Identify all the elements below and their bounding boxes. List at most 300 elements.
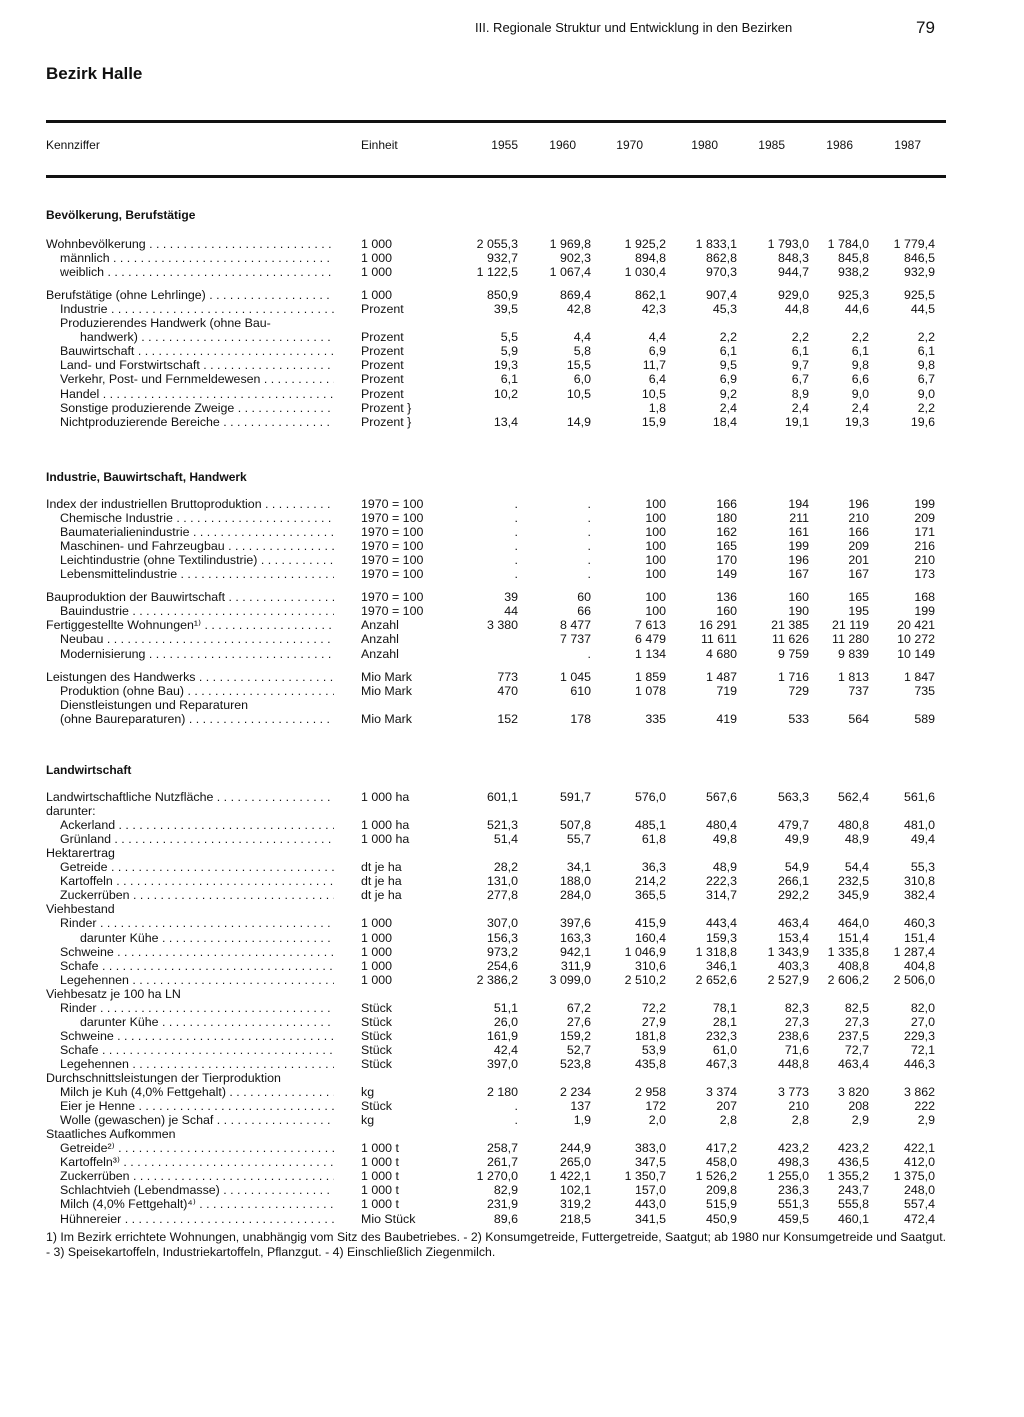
table-row xyxy=(0,647,1024,661)
cell-value: 610 xyxy=(570,683,591,698)
row-unit: 1970 = 100 xyxy=(361,604,424,619)
cell-value: 66 xyxy=(577,604,591,619)
cell-value: 209 xyxy=(848,539,869,554)
table-row xyxy=(0,818,1024,832)
row-label: Rinder . . . xyxy=(60,916,334,930)
row-label: Wohnbevölkerung . . . xyxy=(46,237,334,251)
cell-value: 869,4 xyxy=(559,288,591,303)
cell-value: 6,4 xyxy=(648,372,666,387)
cell-value: 894,8 xyxy=(634,251,666,266)
cell-value: 8 477 xyxy=(559,618,591,633)
cell-value: 2,2 xyxy=(851,330,869,345)
table-row xyxy=(0,1085,1024,1099)
cell-value: 44,6 xyxy=(844,302,869,317)
row-label: (ohne Baureparaturen) . . . xyxy=(60,712,334,726)
column-year: 1985 xyxy=(758,138,785,152)
cell-value: 15,5 xyxy=(566,358,591,373)
cell-value: 201 xyxy=(848,553,869,568)
cell-value: 27,9 xyxy=(641,1014,666,1029)
cell-value: 1 067,4 xyxy=(549,265,591,280)
column-year: 1986 xyxy=(826,138,853,152)
table-row xyxy=(0,632,1024,646)
running-header: III. Regionale Struktur und Entwicklung in den Bezirken xyxy=(475,20,793,35)
row-unit: Stück xyxy=(361,1042,392,1057)
table-row xyxy=(0,931,1024,945)
row-label: Lebensmittelindustrie . . . xyxy=(60,567,334,581)
cell-value: 210 xyxy=(848,511,869,526)
cell-value: 1 859 xyxy=(634,669,666,684)
cell-value: 89,6 xyxy=(493,1211,518,1226)
cell-value: 589 xyxy=(914,711,935,726)
cell-value: 1 833,1 xyxy=(695,237,737,251)
cell-value: 341,5 xyxy=(634,1211,666,1226)
column-unit: Einheit xyxy=(361,138,398,152)
table-row xyxy=(0,251,1024,265)
cell-value: 9,5 xyxy=(719,358,737,373)
cell-value: 131,0 xyxy=(486,874,518,889)
table-row xyxy=(0,860,1024,874)
cell-value: 51,1 xyxy=(493,1000,518,1015)
cell-value: 100 xyxy=(645,604,666,619)
cell-value: 737 xyxy=(848,683,869,698)
row-unit: 1 000 xyxy=(361,972,393,987)
cell-value: 82,3 xyxy=(784,1000,809,1015)
top-rule xyxy=(46,120,946,123)
cell-value: 1 925,2 xyxy=(624,237,666,251)
cell-value: 160 xyxy=(788,590,809,605)
row-label: Durchschnittsleistungen der Tierproduktion xyxy=(46,1071,281,1085)
table-row xyxy=(0,1001,1024,1015)
cell-value: 1 779,4 xyxy=(893,237,935,251)
cell-value: 423,2 xyxy=(837,1141,869,1156)
cell-value: 210 xyxy=(788,1099,809,1114)
cell-value: 36,3 xyxy=(641,860,666,875)
cell-value: 1 255,0 xyxy=(767,1169,809,1184)
row-label: Produzierendes Handwerk (ohne Bau- xyxy=(60,316,271,331)
table-row xyxy=(0,670,1024,684)
table-row xyxy=(0,888,1024,902)
cell-value: 82,9 xyxy=(493,1183,518,1198)
row-label: Zuckerrüben . . . xyxy=(60,888,334,902)
cell-value: 199 xyxy=(914,604,935,619)
cell-value: 6,1 xyxy=(791,344,809,359)
row-unit: Prozent xyxy=(361,372,404,387)
cell-value: 448,8 xyxy=(777,1056,809,1071)
cell-value: 735 xyxy=(914,683,935,698)
cell-value: 6,1 xyxy=(500,372,518,387)
cell-value: 7 737 xyxy=(559,632,591,647)
cell-value: 188,0 xyxy=(559,874,591,889)
cell-value: 6,6 xyxy=(851,372,869,387)
cell-value: 11 626 xyxy=(772,632,809,647)
row-unit: 1 000 t xyxy=(361,1169,399,1184)
row-label: Schlachtvieh (Lebendmasse) . . . xyxy=(60,1183,334,1197)
column-year: 1987 xyxy=(894,138,921,152)
row-label: Verkehr, Post- und Fernmeldewesen . . . xyxy=(60,372,334,386)
column-year: 1980 xyxy=(691,138,718,152)
table-row xyxy=(0,590,1024,604)
row-label: Hühnereier . . . xyxy=(60,1212,334,1226)
cell-value: 170 xyxy=(716,553,737,568)
cell-value: 19,1 xyxy=(784,414,809,429)
cell-value: 417,2 xyxy=(705,1141,737,1156)
cell-value: 551,3 xyxy=(777,1197,809,1212)
cell-value: 6 479 xyxy=(634,632,666,647)
cell-value: 27,6 xyxy=(566,1014,591,1029)
row-label: Land- und Forstwirtschaft . . . xyxy=(60,358,334,372)
cell-value: 160,4 xyxy=(634,930,666,945)
row-label: Sonstige produzierende Zweige . . . xyxy=(60,401,334,415)
cell-value: 171 xyxy=(914,525,935,540)
table-row xyxy=(0,302,1024,316)
cell-value: 8,9 xyxy=(791,386,809,401)
cell-value: 1 487 xyxy=(705,669,737,684)
cell-value: 567,6 xyxy=(705,790,737,804)
row-label: Fertiggestellte Wohnungen¹⁾ . . . xyxy=(46,618,334,632)
cell-value: 48,9 xyxy=(844,832,869,847)
row-label: Bauwirtschaft . . . xyxy=(60,344,334,358)
cell-value: 6,0 xyxy=(573,372,591,387)
cell-value: 1 526,2 xyxy=(695,1169,737,1184)
cell-value: 9,7 xyxy=(791,358,809,373)
cell-value: 161 xyxy=(788,525,809,540)
cell-value: 61,8 xyxy=(641,832,666,847)
cell-value: 27,0 xyxy=(910,1014,935,1029)
cell-value: 515,9 xyxy=(705,1197,737,1212)
row-unit: 1 000 xyxy=(361,944,393,959)
cell-value: 932,9 xyxy=(903,265,935,280)
cell-value: 463,4 xyxy=(837,1056,869,1071)
row-label: Kartoffeln³⁾ . . . xyxy=(60,1155,334,1169)
cell-value: 232,3 xyxy=(705,1028,737,1043)
cell-value: 2,4 xyxy=(791,400,809,415)
row-label: Schafe . . . xyxy=(60,959,334,973)
cell-value: 412,0 xyxy=(903,1155,935,1170)
row-unit: 1970 = 100 xyxy=(361,553,424,568)
cell-value: 480,4 xyxy=(705,818,737,833)
header-rule xyxy=(46,175,946,178)
cell-value: 436,5 xyxy=(837,1155,869,1170)
cell-value: 1,9 xyxy=(573,1113,591,1128)
row-unit: Prozent xyxy=(361,386,404,401)
cell-value: 149 xyxy=(716,567,737,582)
cell-value: 719 xyxy=(716,683,737,698)
table-row xyxy=(0,358,1024,372)
table-row xyxy=(0,1071,1024,1085)
table-row xyxy=(0,1099,1024,1113)
row-unit: 1 000 xyxy=(361,251,393,266)
cell-value: 845,8 xyxy=(837,251,869,266)
cell-value: 100 xyxy=(645,539,666,554)
cell-value: 555,8 xyxy=(837,1197,869,1212)
cell-value: 470 xyxy=(497,683,518,698)
row-label: Leichtindustrie (ohne Textilindustrie) . . . xyxy=(60,553,334,567)
row-unit: 1 000 xyxy=(361,916,393,931)
row-label: Index der industriellen Bruttoproduktion . . . xyxy=(46,497,334,511)
cell-value: 5,5 xyxy=(500,330,518,345)
cell-value: 365,5 xyxy=(634,888,666,903)
table-row xyxy=(0,372,1024,386)
cell-value: 938,2 xyxy=(837,265,869,280)
table-row xyxy=(0,525,1024,539)
row-unit: Stück xyxy=(361,1099,392,1114)
cell-value: 10 272 xyxy=(897,632,935,647)
cell-value: 162 xyxy=(716,525,737,540)
row-label: Zuckerrüben . . . xyxy=(60,1169,334,1183)
cell-value: 1 793,0 xyxy=(767,237,809,251)
cell-value: 11 280 xyxy=(832,632,869,647)
cell-value: . xyxy=(514,1113,518,1128)
cell-value: 1 343,9 xyxy=(767,944,809,959)
cell-value: 1 046,9 xyxy=(624,944,666,959)
cell-value: 907,4 xyxy=(705,288,737,303)
cell-value: 9,8 xyxy=(917,358,935,373)
cell-value: 4,4 xyxy=(648,330,666,345)
row-unit: Anzahl xyxy=(361,646,399,661)
cell-value: 2 506,0 xyxy=(893,972,935,987)
cell-value: 20 421 xyxy=(897,618,935,633)
cell-value: 160 xyxy=(716,604,737,619)
table-row xyxy=(0,1015,1024,1029)
cell-value: 6,7 xyxy=(917,372,935,387)
row-label: weiblich . . . xyxy=(60,265,334,279)
cell-value: 9,8 xyxy=(851,358,869,373)
cell-value: 1 030,4 xyxy=(624,265,666,280)
cell-value: 229,3 xyxy=(903,1028,935,1043)
cell-value: 72,7 xyxy=(844,1042,869,1057)
cell-value: . xyxy=(514,1099,518,1114)
row-unit: kg xyxy=(361,1113,375,1128)
cell-value: 2,4 xyxy=(851,400,869,415)
cell-value: 2 606,2 xyxy=(827,972,869,987)
cell-value: 1 045 xyxy=(559,669,591,684)
section-heading: Bevölkerung, Berufstätige xyxy=(46,208,196,222)
cell-value: 71,6 xyxy=(784,1042,809,1057)
cell-value: 1,8 xyxy=(648,400,666,415)
cell-value: 481,0 xyxy=(903,818,935,833)
cell-value: 222,3 xyxy=(705,874,737,889)
cell-value: 11,7 xyxy=(642,358,666,373)
cell-value: 1 422,1 xyxy=(549,1169,591,1184)
row-label: Ackerland . . . xyxy=(60,818,334,832)
cell-value: 237,5 xyxy=(837,1028,869,1043)
table-row xyxy=(0,539,1024,553)
cell-value: 9 759 xyxy=(777,646,809,661)
cell-value: 45,3 xyxy=(712,302,737,317)
cell-value: 467,3 xyxy=(705,1056,737,1071)
row-unit: 1 000 xyxy=(361,930,393,945)
cell-value: 561,6 xyxy=(903,790,935,804)
table-row xyxy=(0,288,1024,302)
row-unit: Mio Mark xyxy=(361,669,412,684)
cell-value: 196 xyxy=(848,497,869,511)
cell-value: 207 xyxy=(716,1099,737,1114)
cell-value: 9 839 xyxy=(837,646,869,661)
row-label: Legehennen . . . xyxy=(60,973,334,987)
table-row xyxy=(0,684,1024,698)
cell-value: 3 862 xyxy=(903,1085,935,1100)
table-row xyxy=(0,1183,1024,1197)
row-unit: Stück xyxy=(361,1000,392,1015)
cell-value: 563,3 xyxy=(777,790,809,804)
row-label: Leistungen des Handwerks . . . xyxy=(46,670,334,684)
cell-value: 222 xyxy=(914,1099,935,1114)
cell-value: 507,8 xyxy=(559,818,591,833)
cell-value: 6,1 xyxy=(851,344,869,359)
cell-value: 165 xyxy=(848,590,869,605)
cell-value: 100 xyxy=(645,553,666,568)
cell-value: 214,2 xyxy=(634,874,666,889)
row-unit: kg xyxy=(361,1085,375,1100)
cell-value: 163,3 xyxy=(559,930,591,945)
cell-value: 564 xyxy=(848,711,869,726)
table-row xyxy=(0,553,1024,567)
cell-value: 178 xyxy=(570,711,591,726)
cell-value: 6,7 xyxy=(791,372,809,387)
cell-value: 925,5 xyxy=(903,288,935,303)
table-row xyxy=(0,401,1024,415)
cell-value: 48,9 xyxy=(712,860,737,875)
cell-value: 1 122,5 xyxy=(476,265,518,280)
cell-value: 61,0 xyxy=(712,1042,737,1057)
cell-value: 450,9 xyxy=(705,1211,737,1226)
cell-value: 2,9 xyxy=(851,1113,869,1128)
cell-value: . xyxy=(514,553,518,568)
cell-value: 942,1 xyxy=(559,944,591,959)
row-label: Rinder . . . xyxy=(60,1001,334,1015)
cell-value: . xyxy=(587,567,591,582)
cell-value: 307,0 xyxy=(486,916,518,931)
page-title: Bezirk Halle xyxy=(46,64,143,83)
cell-value: 102,1 xyxy=(559,1183,591,1198)
cell-value: 100 xyxy=(645,590,666,605)
cell-value: 216 xyxy=(914,539,935,554)
cell-value: 5,9 xyxy=(500,344,518,359)
table-row xyxy=(0,1141,1024,1155)
cell-value: 9,2 xyxy=(719,386,737,401)
cell-value: 137 xyxy=(570,1099,591,1114)
cell-value: 39,5 xyxy=(493,302,518,317)
row-unit: 1 000 t xyxy=(361,1197,399,1212)
table-row xyxy=(0,846,1024,860)
cell-value: 51,4 xyxy=(493,832,518,847)
cell-value: 460,1 xyxy=(837,1211,869,1226)
row-label: darunter Kühe . . . xyxy=(80,931,334,945)
table-row xyxy=(0,387,1024,401)
row-unit: Stück xyxy=(361,1028,392,1043)
cell-value: 153,4 xyxy=(777,930,809,945)
cell-value: 3 374 xyxy=(705,1085,737,1100)
cell-value: 11 611 xyxy=(700,632,737,647)
cell-value: 533 xyxy=(788,711,809,726)
table-row xyxy=(0,973,1024,987)
cell-value: 210 xyxy=(914,553,935,568)
cell-value: 2,2 xyxy=(917,330,935,345)
column-label: Kennziffer xyxy=(46,138,100,152)
cell-value: 408,8 xyxy=(837,958,869,973)
row-unit: 1970 = 100 xyxy=(361,525,424,540)
cell-value: 460,3 xyxy=(903,916,935,931)
cell-value: 232,5 xyxy=(837,874,869,889)
cell-value: 773 xyxy=(497,669,518,684)
cell-value: 446,3 xyxy=(903,1056,935,1071)
cell-value: 314,7 xyxy=(705,888,737,903)
cell-value: 3 773 xyxy=(777,1085,809,1100)
cell-value: 2,0 xyxy=(648,1113,666,1128)
row-label: Maschinen- und Fahrzeugbau . . . xyxy=(60,539,334,553)
cell-value: 100 xyxy=(645,567,666,582)
cell-value: 195 xyxy=(848,604,869,619)
cell-value: 3 380 xyxy=(486,618,518,633)
cell-value: 464,0 xyxy=(837,916,869,931)
cell-value: . xyxy=(514,497,518,511)
table-row xyxy=(0,330,1024,344)
table-row xyxy=(0,316,1024,330)
cell-value: 1 375,0 xyxy=(893,1169,935,1184)
table-row xyxy=(0,1127,1024,1141)
cell-value: 423,2 xyxy=(777,1141,809,1156)
row-unit: 1 000 xyxy=(361,237,393,251)
cell-value: 199 xyxy=(788,539,809,554)
cell-value: 42,4 xyxy=(493,1042,518,1057)
column-header xyxy=(0,138,1024,156)
row-label: Produktion (ohne Bau) . . . xyxy=(60,684,334,698)
cell-value: 6,9 xyxy=(719,372,737,387)
cell-value: 1 847 xyxy=(903,669,935,684)
cell-value: 100 xyxy=(645,497,666,511)
cell-value: 311,9 xyxy=(560,958,591,973)
cell-value: . xyxy=(514,567,518,582)
cell-value: 601,1 xyxy=(486,790,518,804)
row-label: Landwirtschaftliche Nutzfläche . . . xyxy=(46,790,334,804)
row-unit: Prozent } xyxy=(361,414,412,429)
cell-value: 729 xyxy=(788,683,809,698)
row-unit: Mio Stück xyxy=(361,1211,416,1226)
cell-value: 159,3 xyxy=(705,930,737,945)
cell-value: 151,4 xyxy=(837,930,869,945)
cell-value: . xyxy=(587,553,591,568)
cell-value: 459,5 xyxy=(777,1211,809,1226)
cell-value: 248,0 xyxy=(903,1183,935,1198)
cell-value: 27,3 xyxy=(784,1014,809,1029)
cell-value: 49,8 xyxy=(712,832,737,847)
cell-value: 480,8 xyxy=(837,818,869,833)
table-row xyxy=(0,511,1024,525)
cell-value: 419 xyxy=(716,711,737,726)
cell-value: 9,0 xyxy=(851,386,869,401)
cell-value: 2 510,2 xyxy=(624,972,666,987)
cell-value: 591,7 xyxy=(559,790,591,804)
cell-value: 72,1 xyxy=(910,1042,935,1057)
row-label: Modernisierung . . . xyxy=(60,647,334,661)
cell-value: 44,8 xyxy=(784,302,809,317)
row-unit: 1970 = 100 xyxy=(361,497,424,511)
cell-value: 54,4 xyxy=(844,860,869,875)
cell-value: 10 149 xyxy=(897,646,935,661)
cell-value: 498,3 xyxy=(777,1155,809,1170)
cell-value: 173 xyxy=(914,567,935,582)
cell-value: 49,4 xyxy=(910,832,935,847)
cell-value: 443,0 xyxy=(634,1197,666,1212)
cell-value: 284,0 xyxy=(559,888,591,903)
cell-value: 2,4 xyxy=(719,400,737,415)
cell-value: 243,7 xyxy=(837,1183,869,1198)
table-row xyxy=(0,945,1024,959)
table-row xyxy=(0,916,1024,930)
column-year: 1970 xyxy=(616,138,643,152)
column-year: 1960 xyxy=(549,138,576,152)
cell-value: 13,4 xyxy=(493,414,518,429)
